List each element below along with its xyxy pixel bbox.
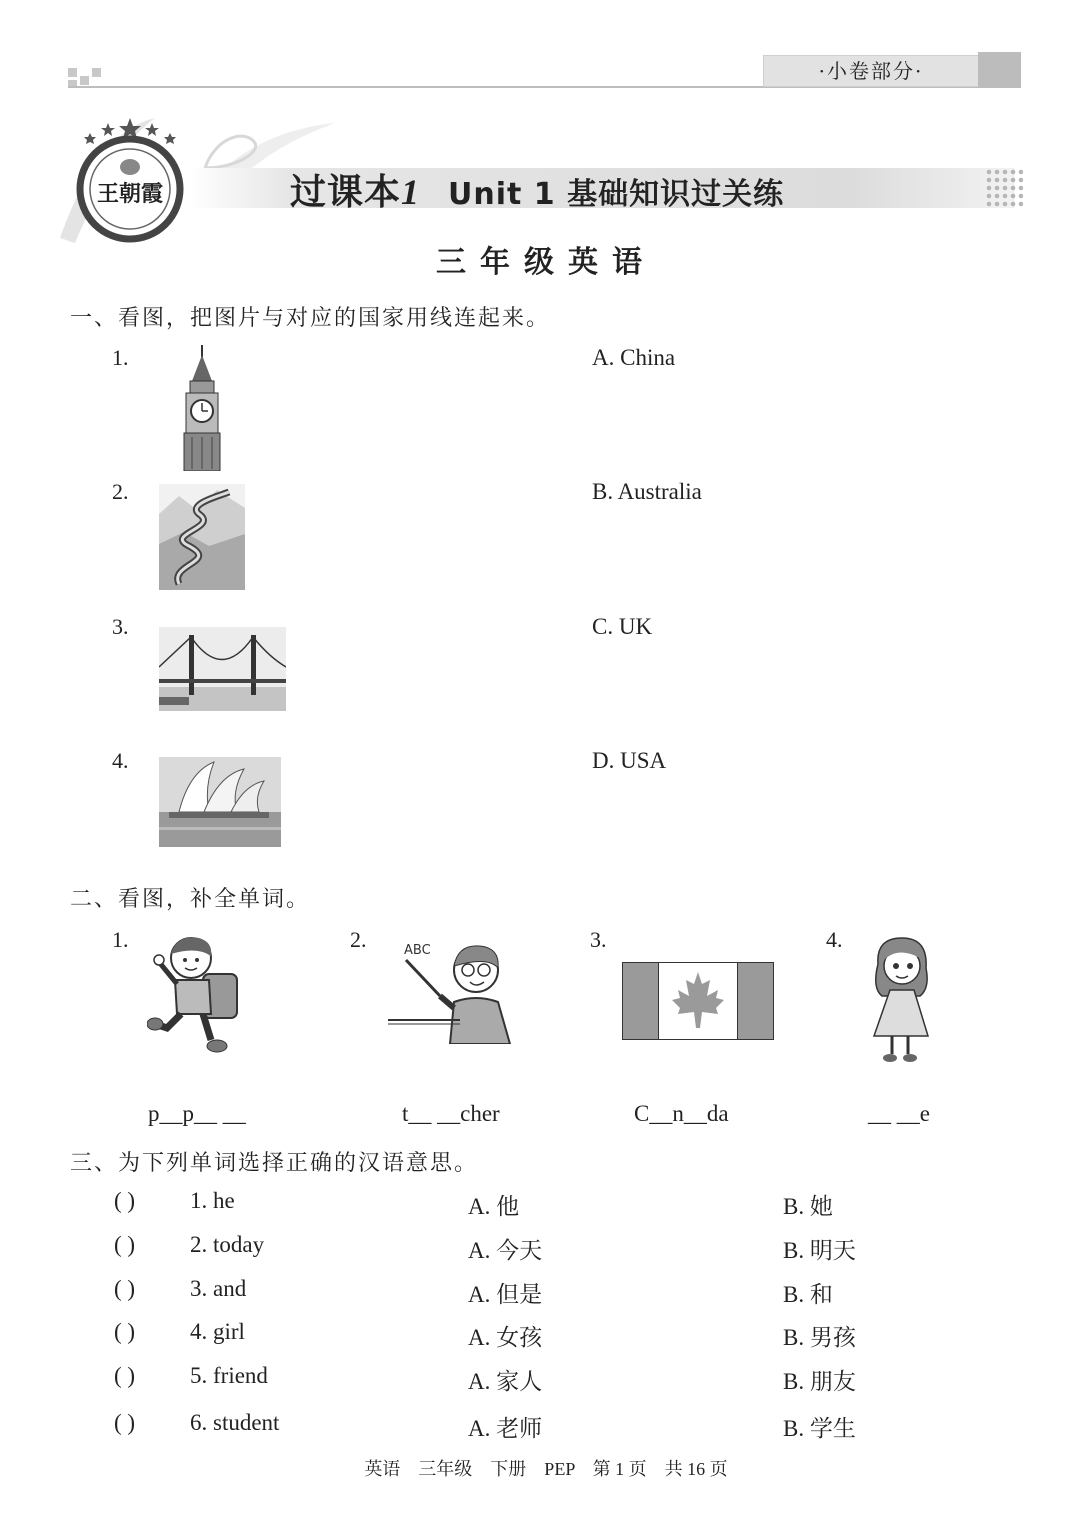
choice-a: A. 老师 bbox=[468, 1416, 543, 1441]
girl-icon bbox=[868, 934, 934, 1064]
s2-item-number: 3. bbox=[590, 927, 607, 952]
page-title bbox=[290, 164, 784, 215]
abc-text: ABC bbox=[404, 943, 431, 958]
answer-bracket[interactable]: ( ) bbox=[114, 1276, 136, 1301]
choice-a: A. 但是 bbox=[468, 1282, 543, 1307]
answer-bracket[interactable]: ( ) bbox=[114, 1319, 136, 1344]
answer-bracket[interactable]: ( ) bbox=[114, 1410, 136, 1435]
s1-item-number: 3. bbox=[112, 614, 129, 639]
golden-gate-bridge-icon bbox=[159, 627, 286, 711]
word-blank-pupil: p__p__ __ bbox=[148, 1101, 246, 1126]
question-word: 6. student bbox=[190, 1410, 280, 1435]
s1-option-d: D. USA bbox=[592, 748, 667, 773]
choice-b: B. 男孩 bbox=[783, 1325, 856, 1350]
s2-item-number: 4. bbox=[826, 927, 843, 952]
banner-dots bbox=[985, 168, 1023, 208]
section3-heading: 三、为下列单词选择正确的汉语意思。 bbox=[70, 1151, 479, 1176]
s1-item-number: 1. bbox=[112, 345, 129, 370]
corner-square bbox=[80, 76, 89, 85]
choice-a: A. 他 bbox=[468, 1194, 520, 1219]
answer-bracket[interactable]: ( ) bbox=[114, 1188, 136, 1213]
choice-a: A. 家人 bbox=[468, 1369, 543, 1394]
s1-option-c: C. UK bbox=[592, 614, 653, 639]
question-word: 5. friend bbox=[190, 1363, 268, 1388]
choice-b: B. 和 bbox=[783, 1282, 833, 1307]
tag-block bbox=[978, 52, 1021, 88]
word-blank-teacher: t__ __cher bbox=[402, 1101, 500, 1126]
title-prefix: 过课本 bbox=[290, 171, 402, 213]
section-tag: ·小卷部分· bbox=[763, 55, 979, 87]
section1-heading: 一、看图，把图片与对应的国家用线连起来。 bbox=[70, 306, 551, 331]
choice-b: B. 朋友 bbox=[783, 1369, 856, 1394]
big-ben-icon bbox=[180, 345, 224, 471]
word-blank-girl: __ __e bbox=[868, 1101, 930, 1126]
pupil-icon bbox=[147, 932, 241, 1058]
s1-option-b: B. Australia bbox=[592, 479, 702, 504]
teacher-icon bbox=[388, 938, 512, 1044]
wangzhaoxia-logo bbox=[74, 115, 186, 243]
great-wall-icon bbox=[159, 484, 245, 590]
section2-heading: 二、看图，补全单词。 bbox=[70, 887, 311, 912]
question-word: 2. today bbox=[190, 1232, 265, 1257]
s1-option-a: A. China bbox=[592, 345, 676, 370]
corner-square bbox=[68, 68, 77, 77]
question-word: 1. he bbox=[190, 1188, 235, 1213]
choice-a: A. 女孩 bbox=[468, 1325, 543, 1350]
choice-a: A. 今天 bbox=[468, 1238, 543, 1263]
title-number: 1 bbox=[401, 172, 421, 212]
question-word: 3. and bbox=[190, 1276, 247, 1301]
s2-item-number: 2. bbox=[350, 927, 367, 952]
s2-item-number: 1. bbox=[112, 927, 129, 952]
choice-b: B. 学生 bbox=[783, 1416, 856, 1441]
choice-b: B. 明天 bbox=[783, 1238, 856, 1263]
question-word: 4. girl bbox=[190, 1319, 245, 1344]
word-blank-canada: C__n__da bbox=[634, 1101, 729, 1126]
s1-item-number: 4. bbox=[112, 748, 129, 773]
page-subtitle: 三年级英语 bbox=[436, 245, 656, 280]
choice-b: B. 她 bbox=[783, 1194, 833, 1219]
answer-bracket[interactable]: ( ) bbox=[114, 1363, 136, 1388]
page-footer: 英语 三年级 下册 PEP 第 1 页 共 16 页 bbox=[364, 1459, 728, 1479]
canada-flag-icon bbox=[622, 962, 774, 1040]
answer-bracket[interactable]: ( ) bbox=[114, 1232, 136, 1257]
logo-text: 王朝霞 bbox=[96, 181, 164, 207]
s1-item-number: 2. bbox=[112, 479, 129, 504]
title-unit: Unit 1 基础知识过关练 bbox=[448, 177, 785, 212]
corner-square bbox=[92, 68, 101, 77]
sydney-opera-house-icon bbox=[159, 757, 281, 847]
